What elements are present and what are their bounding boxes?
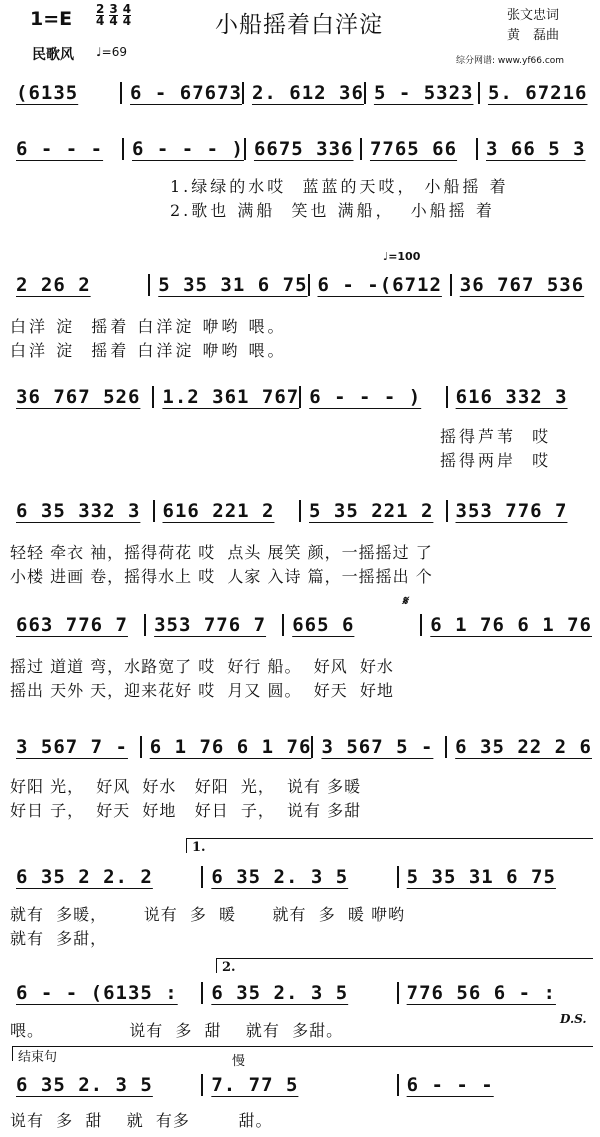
- staff-row-8: [8, 856, 592, 898]
- lyric-line: 白洋 淀 摇着 白洋淀 咿哟 喂。: [10, 317, 287, 336]
- tempo-marking: ♩=69: [96, 45, 127, 59]
- lyric-line: 好日 子， 好天 好地 好日 子， 说有 多甜: [10, 801, 362, 820]
- lyric-line: 1.绿绿的水哎 蓝蓝的天哎， 小船摇 着: [170, 177, 509, 196]
- song-title: 小船摇着白洋淀: [215, 12, 383, 38]
- measure: 1.2 361 767: [152, 386, 299, 408]
- measure: 6 - - -: [16, 138, 104, 160]
- measure: 6 35 2. 3 5: [201, 982, 396, 1004]
- lyric-line: 摇出 天外 天，迎来花好 哎 月又 圆。 好天 好地: [10, 681, 394, 700]
- lyric-line: 摇得两岸 哎: [440, 451, 552, 470]
- lyric-line: 白洋 淀 摇着 白洋淀 咿哟 喂。: [10, 341, 287, 360]
- dal-segno-mark: D.S.: [560, 1012, 587, 1026]
- music-style: 民歌风: [32, 47, 74, 63]
- lyric-line: 2.歌也 满船 笑也 满船， 小船摇 着: [170, 201, 495, 220]
- measure: 7. 77 5: [201, 1074, 396, 1096]
- coda-label: 结束句: [18, 1050, 58, 1065]
- second-ending-bracket: [216, 958, 593, 973]
- measure: 6 35 2. 3 5: [201, 866, 396, 888]
- lyric-line: 好阳 光， 好风 好水 好阳 光， 说有 多暖: [10, 777, 362, 796]
- lyric-line: 摇得芦苇 哎: [440, 427, 552, 446]
- lyric-line: 就有 多暖， 说有 多 暖 就有 多 暖 咿哟: [10, 905, 405, 924]
- staff-row-3: [8, 264, 592, 306]
- lyric-line: 小楼 进画 卷，摇得水上 哎 人家 入诗 篇，一摇摇出 个: [10, 567, 433, 586]
- measure: 6 - -(6712: [308, 274, 450, 296]
- measure: 6 - 67673: [120, 82, 242, 104]
- measure: 6 - - - ): [122, 138, 244, 160]
- measure: 36 767 536: [450, 274, 592, 296]
- measure: 6 35 2 2. 2: [16, 866, 153, 888]
- staff-row-2: [8, 128, 592, 170]
- measure: 6675 336: [244, 138, 360, 160]
- staff-row-4: [8, 376, 592, 418]
- staff-row-7: [8, 726, 592, 768]
- source-note: 综分网谱: www.yf66.com: [456, 56, 565, 66]
- lyric-line: 轻轻 牵衣 袖，摇得荷花 哎 点头 展笑 颜，一摇摇过 了: [10, 543, 433, 562]
- measure: 6 - - - ): [299, 386, 445, 408]
- time-signatures: [96, 4, 131, 27]
- measure: 353 776 7: [446, 500, 593, 522]
- coda-bracket: [12, 1046, 593, 1061]
- lyric-line: 说有 多 甜 就 有多 甜。: [10, 1111, 273, 1130]
- measure: 6 1 76 6 1 76: [140, 736, 312, 758]
- staff-row-6: [8, 604, 592, 646]
- measure: 616 221 2: [153, 500, 300, 522]
- measure: 5 35 31 6 75: [397, 866, 592, 888]
- measure: 3 66 5 3: [476, 138, 592, 160]
- staff-row-10: [8, 1064, 592, 1106]
- staff-row-5: [8, 490, 592, 532]
- meter-2: $\frac{3}{4}$: [109, 2, 118, 28]
- measure: 36 767 526: [16, 386, 141, 408]
- first-ending-label: 1.: [192, 840, 206, 855]
- measure: 6 - - (6135 :: [16, 982, 178, 1004]
- measure: 663 776 7: [16, 614, 128, 636]
- measure: 6 35 2. 3 5: [16, 1074, 153, 1096]
- lyric-line: 摇过 道道 弯，水路宽了 哎 好行 船。 好风 好水: [10, 657, 394, 676]
- slow-marking: 慢: [232, 1054, 246, 1069]
- measure: 5 35 221 2: [299, 500, 446, 522]
- key-signature: 1=E: [30, 8, 73, 30]
- measure: 616 332 3: [446, 386, 592, 408]
- tempo-change: ♩=100: [383, 250, 421, 263]
- measure: 6 35 22 2 6: [445, 736, 592, 758]
- lyric-line: 就有 多甜，: [10, 929, 108, 948]
- measure: (6135: [16, 82, 79, 104]
- measure: 6 1 76 6 1 76: [420, 614, 592, 636]
- measure: 7765 66: [360, 138, 476, 160]
- meter-3: $\frac{4}{4}$: [122, 2, 132, 28]
- measure: 5 35 31 6 75: [148, 274, 307, 296]
- measure: 6 35 332 3: [16, 500, 141, 522]
- measure: 5. 67216: [478, 82, 592, 104]
- measure: 3 567 5 -: [311, 736, 445, 758]
- lyric-line: 喂。 说有 多 甜 就有 多甜。: [10, 1021, 344, 1040]
- composer-credit: 黄 磊曲: [507, 28, 560, 43]
- staff-row-9: [8, 972, 592, 1014]
- measure: 5 - 5323: [364, 82, 478, 104]
- segno-mark: 𝄋: [402, 594, 408, 609]
- lyricist-credit: 张文忠词: [507, 8, 560, 23]
- measure: 2. 612 36: [242, 82, 364, 104]
- meter-1: $\frac{2}{4}$: [96, 2, 105, 28]
- staff-row-1: [8, 72, 592, 114]
- measure: 6 - - -: [397, 1074, 592, 1096]
- measure: 2 26 2: [16, 274, 91, 296]
- first-ending-bracket: [186, 838, 593, 853]
- measure: 3 567 7 -: [16, 736, 128, 758]
- second-ending-label: 2.: [222, 960, 236, 975]
- measure: 665 6: [282, 614, 420, 636]
- measure: 353 776 7: [144, 614, 282, 636]
- measure: 776 56 6 - :: [397, 982, 592, 1004]
